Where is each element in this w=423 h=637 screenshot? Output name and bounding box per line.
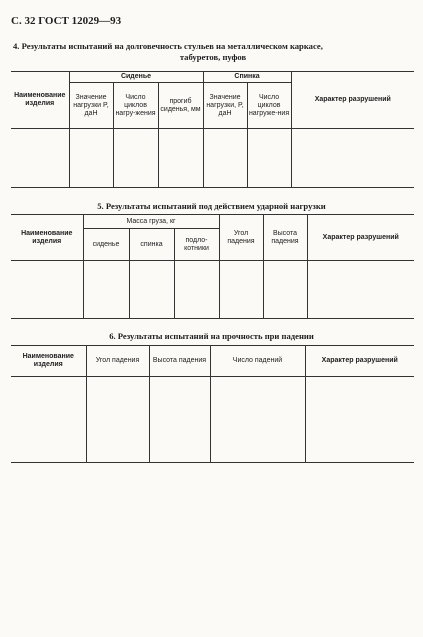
empty-cell <box>86 377 149 463</box>
table-section-5 <box>11 214 414 319</box>
empty-cell <box>263 261 307 319</box>
empty-cell <box>149 377 210 463</box>
empty-cell <box>174 261 219 319</box>
section-4-title-line1: 4. Результаты испытаний на долговечность стульев на металлическом каркасе, <box>13 41 323 51</box>
empty-cell <box>11 377 86 463</box>
empty-cell <box>219 261 263 319</box>
header-angle: Угол падения <box>219 215 263 261</box>
header-height: Высота падения <box>263 215 307 261</box>
header-group-back: Спинка <box>203 72 291 83</box>
header-mass-back: спинка <box>129 229 174 261</box>
header-back-load: Значение нагрузки, P, даН <box>203 83 247 129</box>
empty-cell <box>158 129 203 188</box>
table-row <box>11 377 414 463</box>
empty-cell <box>247 129 291 188</box>
table-section-4 <box>11 71 414 188</box>
header-name: Наименование изделия <box>11 346 86 377</box>
empty-cell <box>291 129 414 188</box>
table-row <box>11 129 414 188</box>
header-count: Число падений <box>210 346 305 377</box>
empty-cell <box>307 261 414 319</box>
empty-cell <box>210 377 305 463</box>
empty-cell <box>11 261 83 319</box>
empty-cell <box>11 129 69 188</box>
empty-cell <box>129 261 174 319</box>
header-group-seat: Сиденье <box>69 72 203 83</box>
header-group-mass: Масса груза, кг <box>83 215 219 229</box>
section-4-title <box>13 41 413 63</box>
page-header: С. 32 ГОСТ 12029—93 <box>11 15 122 27</box>
empty-cell <box>69 129 113 188</box>
header-seat-deflection: прогиб сиденья, мм <box>158 83 203 129</box>
empty-cell <box>305 377 414 463</box>
header-mass-armrest: подло-котники <box>174 229 219 261</box>
header-seat-cycles: Число циклов нагру-жения <box>113 83 158 129</box>
section-4-title-line2: табуретов, пуфов <box>179 52 247 62</box>
empty-cell <box>113 129 158 188</box>
header-height: Высота падения <box>149 346 210 377</box>
header-name: Наименование изделия <box>11 215 83 261</box>
header-damage: Характер разрушений <box>307 215 414 261</box>
header-mass-seat: сиденье <box>83 229 129 261</box>
header-back-cycles: Число циклов нагруже-ния <box>247 83 291 129</box>
section-5-title: 5. Результаты испытаний под действием ударной нагрузки <box>97 201 326 211</box>
header-seat-load: Значение нагрузки P, даН <box>69 83 113 129</box>
table-section-6 <box>11 345 414 463</box>
header-damage: Характер разрушений <box>291 72 414 129</box>
header-damage: Характер разрушений <box>305 346 414 377</box>
empty-cell <box>83 261 129 319</box>
header-name: Наименование изделия <box>11 72 69 129</box>
section-6-title: 6. Результаты испытаний на прочность при падении <box>109 331 314 341</box>
header-angle: Угол падения <box>86 346 149 377</box>
table-row <box>11 261 414 319</box>
empty-cell <box>203 129 247 188</box>
